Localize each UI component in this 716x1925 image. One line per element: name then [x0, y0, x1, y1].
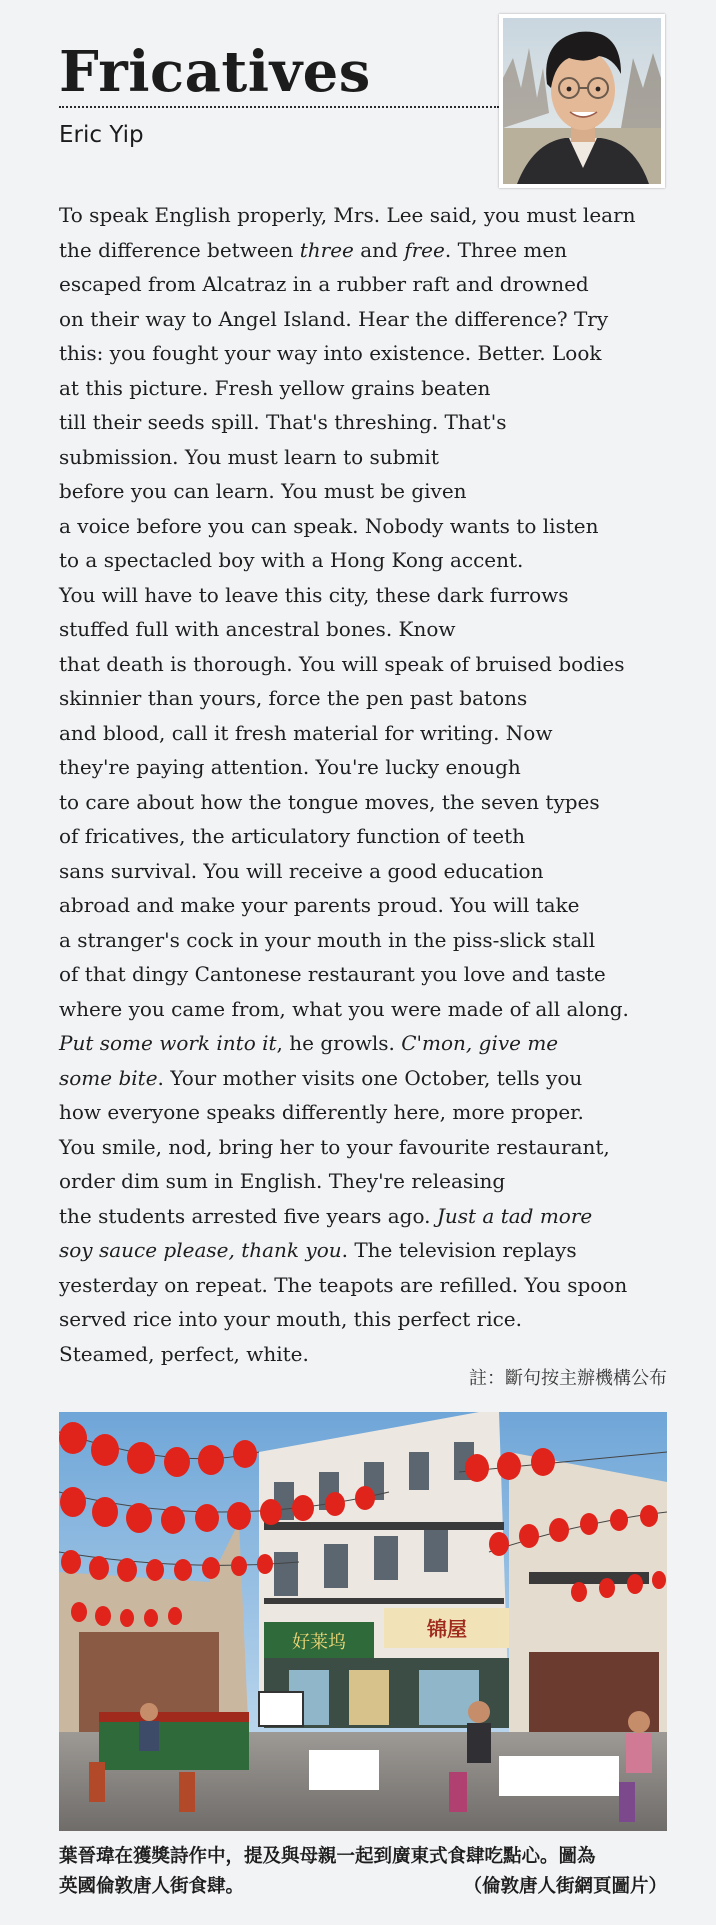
- poem-text: escaped from Alcatraz in a rubber raft and drowned: [59, 272, 589, 296]
- poem-text: submission. You must learn to submit: [59, 444, 439, 469]
- poem-text: of fricatives, the articulatory function of teeth: [59, 824, 526, 848]
- restaurant-sign-left: 好莱坞: [292, 1632, 346, 1653]
- poem-text: on their way to Angel Island. Hear the difference? Try: [59, 306, 609, 331]
- poem-line: [59, 1164, 669, 1199]
- poem-line: [59, 1061, 669, 1096]
- author-portrait-image: [503, 18, 661, 184]
- poem-title: Fricatives: [59, 39, 371, 105]
- poem-italic-text: some bite: [59, 1065, 158, 1090]
- poem-line: [59, 750, 669, 785]
- poem-text: . Three men: [444, 237, 568, 262]
- poem-text: You will have to leave this city, these dark furrows: [59, 582, 569, 607]
- editor-note: 註：斷句按主辦機構公布: [469, 1368, 667, 1389]
- poem-text: stuffed full with ancestral bones. Know: [59, 617, 456, 641]
- poem-line: [59, 1130, 669, 1165]
- poem-text: order dim sum in English. They're releasing: [59, 1169, 506, 1193]
- poem-text: to a spectacled boy with a Hong Kong accent.: [59, 548, 524, 572]
- poem-italic-text: free: [404, 237, 445, 262]
- poem-line: [59, 405, 669, 440]
- poem-line: [59, 543, 669, 578]
- poem-text: till their seeds spill. That's threshing. That's: [59, 410, 507, 434]
- poem-italic-text: C'mon, give me: [401, 1031, 559, 1055]
- poem-line: [59, 233, 669, 268]
- poem-line: [59, 612, 669, 647]
- poem-text: You smile, nod, bring her to your favourite restaurant,: [59, 1134, 610, 1159]
- photo-caption: [59, 1842, 667, 1902]
- poem-line: [59, 888, 669, 923]
- title-divider: [59, 106, 499, 108]
- poem-text: . The television replays: [341, 1238, 577, 1262]
- poem-line: [59, 371, 669, 406]
- poem-line: [59, 302, 669, 337]
- poem-line: [59, 1199, 669, 1234]
- poem-text: and blood, call it fresh material for writing. Now: [59, 720, 553, 745]
- poem-line: [59, 819, 669, 854]
- poem-text: abroad and make your parents proud. You will take: [59, 893, 580, 917]
- poem-italic-text: Just a tad more: [436, 1203, 593, 1228]
- caption-line-1: 葉晉瑋在獲獎詩作中，提及與母親一起到廣東式食肆吃點心。圖為: [59, 1846, 596, 1867]
- poem-line: [59, 474, 669, 509]
- restaurant-sign-right: 锦屋: [427, 1617, 467, 1641]
- poem-line: [59, 716, 669, 751]
- author-portrait: [499, 14, 665, 188]
- poem-line: [59, 681, 669, 716]
- poem-italic-text: three: [299, 237, 354, 262]
- poem-text: a voice before you can speak. Nobody wants to listen: [59, 513, 599, 538]
- poem-line: [59, 198, 669, 233]
- poem-text: where you came from, what you were made of all along.: [59, 996, 629, 1021]
- caption-credit: （倫敦唐人街網頁圖片）: [463, 1876, 667, 1897]
- poem-text: how everyone speaks differently here, more proper.: [59, 1100, 584, 1124]
- caption-line-2: 英國倫敦唐人街食肆。: [59, 1876, 245, 1897]
- poem-text: . Your mother visits one October, tells you: [157, 1065, 583, 1090]
- chinatown-street-photo: [59, 1412, 667, 1831]
- poem-text: to care about how the tongue moves, the seven types: [59, 789, 600, 814]
- poem-line: [59, 509, 669, 544]
- author-name: Eric Yip: [59, 122, 144, 148]
- poem-line: [59, 336, 669, 371]
- poem-text: at this picture. Fresh yellow grains beaten: [59, 375, 491, 400]
- poem-text: yesterday on repeat. The teapots are refilled. You spoon: [59, 1272, 628, 1297]
- poem-text: the students arrested five years ago.: [59, 1203, 437, 1228]
- poem-line: [59, 1095, 669, 1130]
- poem-line: [59, 957, 669, 992]
- poem-line: [59, 1268, 669, 1303]
- poem-text: this: you fought your way into existence. Better. Look: [59, 341, 602, 365]
- poem-text: a stranger's cock in your mouth in the piss-slick stall: [59, 927, 596, 952]
- poem-italic-text: Put some work into it: [59, 1031, 277, 1055]
- poem-text: that death is thorough. You will speak of bruised bodies: [59, 651, 625, 676]
- poem-text: To speak English properly, Mrs. Lee said, you must learn: [59, 203, 636, 227]
- poem-text: skinnier than yours, force the pen past batons: [59, 686, 528, 710]
- poem-text: of that dingy Cantonese restaurant you love and taste: [59, 962, 606, 986]
- poem-line: [59, 923, 669, 958]
- poem-text: served rice into your mouth, this perfect rice.: [59, 1307, 522, 1331]
- poem-text: they're paying attention. You're lucky enough: [59, 755, 521, 779]
- poem-text: sans survival. You will receive a good education: [59, 858, 544, 883]
- poem-text: and: [353, 237, 405, 262]
- poem-line: [59, 267, 669, 302]
- poem-text: the difference between: [59, 237, 300, 262]
- poem-line: [59, 1026, 669, 1061]
- poem-line: [59, 578, 669, 613]
- poem-body: [59, 198, 669, 1371]
- poem-line: [59, 1233, 669, 1268]
- poem-line: [59, 647, 669, 682]
- poem-line: [59, 992, 669, 1027]
- poem-text: Steamed, perfect, white.: [59, 1341, 309, 1366]
- poem-text: , he growls.: [276, 1031, 402, 1055]
- poem-text: before you can learn. You must be given: [59, 479, 467, 503]
- poem-italic-text: soy sauce please, thank you: [59, 1238, 342, 1262]
- poem-line: [59, 785, 669, 820]
- poem-line: [59, 1302, 669, 1337]
- poem-line: [59, 854, 669, 889]
- poem-line: [59, 440, 669, 475]
